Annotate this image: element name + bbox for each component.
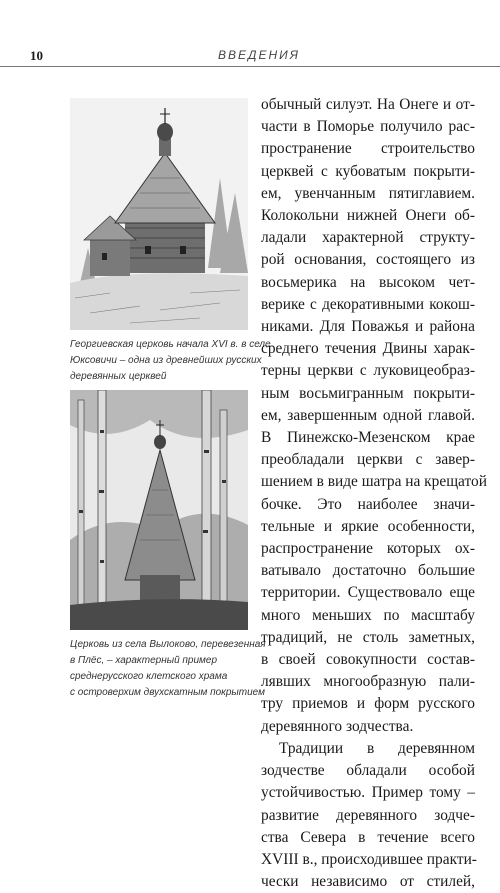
body-line: XVIII в., происходившее практи- — [261, 850, 477, 868]
church-drawing-1 — [70, 98, 248, 330]
body-line: развитие деревянного зодче- — [261, 806, 475, 824]
body-line: ватывало достаточно большие — [261, 562, 475, 580]
header-rule — [0, 66, 500, 67]
body-line: чески независимо от стилей, — [261, 873, 475, 891]
body-line: преобладали церкви с завер- — [261, 451, 475, 469]
body-line: Колокольни нижней Онеги об- — [261, 207, 475, 225]
body-line: зодчестве обладали особой — [261, 762, 475, 780]
body-line: ства Севера в течение всего — [261, 828, 475, 846]
body-line: ем, завершенным одной главой. — [261, 406, 475, 424]
figure-1-caption — [70, 337, 271, 385]
body-line: среднего течения Двины харак- — [261, 340, 475, 358]
body-line: никами. Для Поважья и района — [261, 318, 475, 336]
body-line: терны церкви с луковицеобраз- — [261, 362, 475, 380]
church-illustration-1 — [70, 98, 248, 330]
body-line: верике с декоративными кокош- — [261, 295, 475, 313]
body-line: шением в виде шатра на крещатой — [261, 473, 487, 491]
body-line: восьмерика на высоком чет- — [261, 273, 475, 291]
body-line: ладали характерной структу- — [261, 229, 475, 247]
page-number: 10 — [30, 48, 43, 63]
body-line: деревянного зодчества. — [261, 717, 414, 735]
body-line: территории. Существовало еще — [261, 584, 475, 602]
body-line: тельные и яркие особенности, — [261, 517, 475, 535]
body-line: обычный силуэт. На Онеге и от- — [261, 96, 475, 113]
church-drawing-2 — [70, 390, 248, 630]
body-line: традиций, не столь заметных, — [261, 628, 475, 646]
caption-line: с островерхим двухскатным покрытием — [70, 687, 265, 698]
caption-line: среднерусского клетского храма — [70, 671, 228, 682]
caption-line: Церковь из села Вылоково, перевезенная — [70, 639, 266, 650]
caption-line: в Плёс, – характерный пример — [70, 655, 218, 666]
page-header — [0, 0, 500, 70]
body-line: Традиции в деревянном — [279, 739, 475, 757]
running-head: ВВЕДЕНИЯ — [218, 48, 300, 62]
body-line: много меньших по масштабу — [261, 606, 475, 624]
body-line: в своей совокупности состав- — [261, 651, 475, 669]
body-line: тру приемов и форм русского — [261, 695, 475, 713]
body-line: ным восьмигранным покрыти- — [261, 384, 475, 402]
church-illustration-2 — [70, 390, 248, 630]
body-line: распространение которых ох- — [261, 540, 475, 558]
body-line: бочке. Это наиболее значи- — [261, 495, 475, 513]
caption-line: Георгиевская церковь начала XVI в. в селе — [70, 339, 271, 350]
caption-line: деревянных церквей — [70, 371, 167, 382]
body-line: части в Поморье получило рас- — [261, 118, 475, 136]
body-line: устойчивостью. Пример тому – — [261, 784, 475, 802]
caption-line: Юксовичи – одна из древнейших русских — [70, 355, 262, 366]
body-line: лявших многообразную пали- — [261, 673, 475, 691]
body-text-column — [261, 94, 487, 893]
figure-2-caption — [70, 637, 266, 701]
body-line: В Пинежско-Мезенском крае — [261, 429, 475, 447]
body-line: пространение строительство — [261, 140, 475, 158]
body-line: ем, увенчанным пятиглавием. — [261, 184, 475, 202]
body-line: рой основания, состоящего из — [261, 251, 475, 269]
body-line: церквей с кубоватым покрыти- — [261, 162, 475, 180]
